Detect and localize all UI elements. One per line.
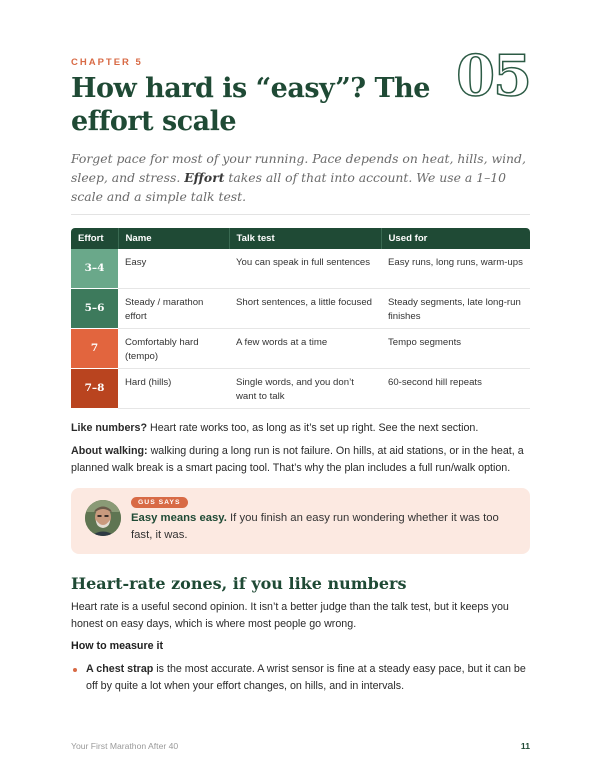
p2-bold: About walking: (71, 445, 148, 457)
bullet-dot-icon (73, 668, 77, 672)
chapter-label: CHAPTER 5 (71, 57, 143, 68)
table-row (71, 329, 530, 369)
table-row (71, 289, 530, 329)
gus-says-badge: GUS SAYS (131, 497, 188, 508)
p1-bold: Like numbers? (71, 422, 148, 434)
used-for-cell: Easy runs, long runs, warm-ups (381, 249, 530, 289)
name-cell: Hard (hills) (118, 369, 229, 409)
name-cell: Easy (118, 249, 229, 289)
walking-paragraph (71, 443, 530, 476)
table-header: Talk test (229, 228, 381, 249)
footer-book-title: Your First Marathon After 40 (71, 741, 179, 751)
effort-level-cell: 7–8 (71, 369, 118, 409)
table-row (71, 249, 530, 289)
name-cell: Steady / marathon effort (118, 289, 229, 329)
avatar-portrait-icon (85, 500, 121, 536)
talk-test-cell: Short sentences, a little focused (229, 289, 381, 329)
table-header: Used for (381, 228, 530, 249)
intro-paragraph (71, 149, 530, 206)
talk-test-cell: Single words, and you don’t want to talk (229, 369, 381, 409)
talk-test-cell: You can speak in full sentences (229, 249, 381, 289)
chapter-number: 05 (456, 43, 530, 109)
page-title: How hard is “easy”? The effort scale (71, 73, 430, 137)
section-paragraph: Heart rate is a useful second opinion. It isn’t a better judge than the talk test, but it keeps you honest on easy days, which is where most people go wrong. (71, 601, 509, 630)
used-for-cell: Tempo segments (381, 329, 530, 369)
table-header: Name (118, 228, 229, 249)
p1-text: Heart rate works too, as long as it’s set up right. See the next section. (147, 422, 479, 434)
footer-page-number: 11 (520, 741, 530, 751)
talk-test-cell: A few words at a time (229, 329, 381, 369)
callout-lead: Easy means easy. (131, 512, 227, 524)
intro-text-end: takes all of that into account. We use a 1–10 scale and a simple talk test. (71, 170, 507, 204)
divider (71, 214, 530, 215)
effort-level-cell: 7 (71, 329, 118, 369)
bullet-text: is the most accurate. A wrist sensor is fine at a steady easy pace, but it can be off by quite a lot when your effort changes, on hills, and in intervals. (86, 663, 526, 692)
intro-text-start: Forget pace for most of your running. Pace depends on heat, hills, wind, sleep, and stress. (71, 151, 526, 185)
gus-says-callout (71, 488, 530, 554)
table-header: Effort (71, 228, 118, 249)
avatar (85, 500, 121, 536)
table-row (71, 369, 530, 409)
p2-text: walking during a long run is not failure. On hills, at aid stations, or in the heat, a planned walk break is a smart pacing tool. That’s why the plan includes a full run/walk option. (71, 445, 524, 474)
used-for-cell: Steady segments, late long-run finishes (381, 289, 530, 329)
intro-bold: Effort (184, 170, 225, 185)
effort-level-cell: 5–6 (71, 289, 118, 329)
callout-body: If you finish an easy run wondering whether it was too fast, it was. (131, 512, 499, 541)
effort-level-cell: 3–4 (71, 249, 118, 289)
callout-text (131, 510, 511, 544)
effort-table (71, 228, 530, 409)
subheading: How to measure it (71, 640, 164, 652)
list-item (71, 661, 530, 695)
table-header-row (71, 228, 530, 249)
section-heading: Heart-rate zones, if you like numbers (71, 574, 407, 593)
like-numbers-paragraph (71, 420, 530, 437)
name-cell: Comfortably hard (tempo) (118, 329, 229, 369)
used-for-cell: 60-second hill repeats (381, 369, 530, 409)
bullet-bold: A chest strap (86, 663, 154, 675)
